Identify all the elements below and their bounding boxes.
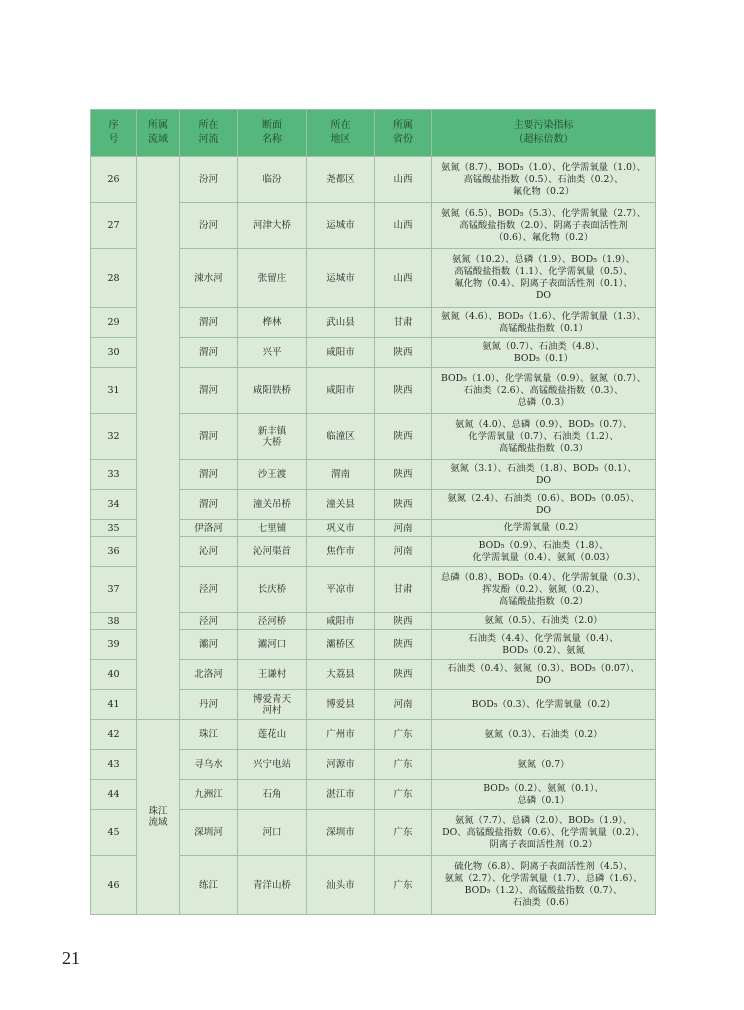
cell-pollutants-text: 氨氮（6.5）、BOD₅（5.3）、化学需氧量（2.7）、 高锰酸盐指数（2.0）、阴离子表面活性剂 （0.6）、氟化物（0.2） (441, 207, 646, 243)
cell-river-text: 北洛河 (194, 669, 223, 680)
cell-river (180, 750, 238, 780)
cell-province-text: 河南 (393, 699, 413, 710)
cell-no-text: 45 (107, 827, 120, 838)
cell-no-text: 43 (107, 759, 120, 770)
cell-section (238, 338, 307, 368)
cell-section-text: 青洋山桥 (252, 879, 291, 891)
cell-river (180, 157, 238, 203)
cell-river (180, 720, 238, 750)
cell-river-text: 渭河 (198, 469, 218, 480)
cell-river-text: 渭河 (198, 499, 218, 510)
cell-area-text: 渭南 (330, 469, 350, 480)
cell-section (238, 567, 307, 613)
cell-area (307, 308, 375, 338)
cell-province-text: 山西 (393, 220, 413, 231)
page-number: 21 (62, 948, 80, 968)
cell-no (91, 780, 137, 810)
cell-area (307, 780, 375, 810)
cell-pollutants (432, 630, 656, 660)
cell-pollutants (432, 690, 656, 720)
cell-no-text: 37 (107, 584, 120, 595)
cell-section-text: 兴平 (262, 347, 282, 358)
cell-area-text: 巩义市 (326, 522, 355, 534)
cell-area-text: 湛江市 (326, 789, 355, 800)
cell-pollutants (432, 750, 656, 780)
cell-river (180, 460, 238, 490)
cell-river-text: 泾河 (198, 615, 218, 627)
cell-basin-text: 珠江 流域 (148, 806, 168, 828)
cell-area (307, 338, 375, 368)
cell-area-text: 深圳市 (326, 827, 355, 838)
cell-area (307, 750, 375, 780)
cell-pollutants (432, 157, 656, 203)
cell-river (180, 613, 238, 630)
cell-province (375, 368, 432, 414)
cell-no-text: 39 (107, 639, 120, 650)
cell-area (307, 460, 375, 490)
cell-no (91, 810, 137, 856)
cell-pollutants (432, 520, 656, 537)
cell-river (180, 810, 238, 856)
cell-area (307, 520, 375, 537)
cell-section (238, 249, 307, 308)
cell-no (91, 157, 137, 203)
cell-river-text: 练江 (198, 879, 218, 891)
cell-pollutants-text: 石油类（0.4）、氨氮（0.3）、BOD₅（0.07）、 DO (447, 662, 640, 686)
cell-pollutants (432, 567, 656, 613)
cell-area (307, 613, 375, 630)
cell-pollutants (432, 460, 656, 490)
cell-area (307, 490, 375, 520)
cell-no-text: 28 (107, 272, 120, 284)
cell-no-text: 38 (107, 615, 120, 627)
cell-area (307, 856, 375, 915)
cell-section (238, 660, 307, 690)
cell-area-text: 武山县 (326, 317, 355, 328)
cell-pollutants-text: BOD₅（0.2）、氨氮（0.1）、 总磷（0.1） (483, 782, 604, 806)
cell-province-text: 甘肃 (393, 317, 413, 328)
cell-province (375, 660, 432, 690)
cell-section-text: 七里铺 (257, 522, 287, 534)
header-river: 所在 河流 (180, 110, 238, 157)
header-section: 断面 名称 (238, 110, 307, 157)
cell-no (91, 203, 137, 249)
cell-river-text: 汾河 (198, 174, 218, 185)
cell-no (91, 308, 137, 338)
cell-province-text: 山西 (393, 272, 413, 284)
cell-pollutants-text: 化学需氧量（0.2） (503, 522, 584, 533)
cell-area (307, 567, 375, 613)
cell-river (180, 490, 238, 520)
cell-area (307, 368, 375, 414)
cell-province-text: 陕西 (393, 347, 413, 358)
cell-province (375, 810, 432, 856)
cell-area (307, 203, 375, 249)
header-basin: 所属 流域 (137, 110, 180, 157)
cell-section (238, 157, 307, 203)
cell-river-text: 深圳河 (194, 827, 223, 838)
cell-no-text: 31 (107, 385, 120, 396)
cell-area (307, 660, 375, 690)
cell-no-text: 46 (107, 879, 120, 891)
cell-no (91, 856, 137, 915)
cell-area-text: 临潼区 (326, 431, 355, 442)
header-area: 所在 地区 (307, 110, 375, 157)
header-no: 序 号 (91, 110, 137, 157)
cell-province (375, 338, 432, 368)
cell-river-text: 渭河 (198, 385, 218, 396)
cell-no (91, 414, 137, 460)
cell-section (238, 520, 307, 537)
cell-pollutants-text: BOD₅（0.3）、化学需氧量（0.2） (471, 698, 616, 710)
cell-province-text: 陕西 (393, 469, 413, 480)
cell-section (238, 490, 307, 520)
cell-province-text: 陕西 (393, 615, 413, 627)
cell-pollutants-text: 硫化物（6.8）、阴离子表面活性剂（4.5）、 氨氮（2.7）、化学需氧量（1.7）、总磷（1.6）、 BOD₅（1.2）、高锰酸盐指数（0.7）、 石油类（0.6） (444, 861, 643, 908)
cell-river (180, 690, 238, 720)
cell-area-text: 咸阳市 (326, 615, 355, 627)
cell-area (307, 630, 375, 660)
cell-river (180, 368, 238, 414)
table-row (91, 720, 656, 750)
cell-province-text: 广东 (393, 759, 413, 770)
cell-province-text: 河南 (393, 522, 413, 534)
cell-section-text: 桦林 (262, 317, 282, 328)
cell-no (91, 338, 137, 368)
cell-area (307, 537, 375, 567)
cell-no-text: 36 (107, 546, 120, 557)
cell-no-text: 27 (107, 220, 120, 231)
cell-no-text: 34 (107, 499, 120, 510)
cell-area (307, 249, 375, 308)
cell-province (375, 720, 432, 750)
cell-section-text: 河口 (262, 827, 282, 838)
cell-section (238, 460, 307, 490)
cell-area-text: 焦作市 (326, 546, 355, 557)
cell-pollutants (432, 308, 656, 338)
cell-basin (137, 720, 180, 915)
cell-province-text: 山西 (393, 174, 413, 185)
cell-province (375, 537, 432, 567)
cell-province (375, 630, 432, 660)
cell-basin (137, 157, 180, 720)
cell-pollutants-text: 氨氮（4.6）、BOD₅（1.6）、化学需氧量（1.3）、 高锰酸盐指数（0.1） (441, 310, 646, 334)
cell-river-text: 涑水河 (194, 272, 223, 284)
cell-pollutants-text: 氨氮（0.5）、石油类（2.0） (484, 615, 603, 626)
header-province: 所属 省份 (375, 110, 432, 157)
cell-area-text: 灞桥区 (326, 639, 355, 650)
cell-no-text: 30 (107, 347, 120, 358)
cell-area-text: 咸阳市 (326, 385, 355, 396)
cell-pollutants-text: 氨氮（3.1）、石油类（1.8）、BOD₅（0.1）、 DO (450, 462, 637, 486)
cell-area (307, 690, 375, 720)
cell-no (91, 460, 137, 490)
cell-area-text: 博爱县 (326, 699, 355, 710)
table-row (91, 157, 656, 203)
cell-section (238, 856, 307, 915)
cell-river-text: 寻乌水 (194, 759, 223, 770)
cell-area (307, 720, 375, 750)
cell-no-text: 32 (107, 431, 120, 442)
cell-province-text: 河南 (393, 546, 413, 557)
cell-province-text: 广东 (393, 827, 413, 838)
cell-area (307, 157, 375, 203)
cell-section-text: 博爱青天 河村 (252, 693, 291, 716)
cell-river-text: 灞河 (198, 639, 218, 650)
cell-pollutants-text: 氨氮（0.3）、石油类（0.2） (484, 728, 603, 740)
cell-river-text: 伊洛河 (194, 522, 223, 534)
pollution-table (90, 109, 656, 915)
cell-river (180, 520, 238, 537)
cell-province (375, 856, 432, 915)
cell-pollutants (432, 338, 656, 368)
cell-river (180, 660, 238, 690)
cell-province (375, 414, 432, 460)
cell-pollutants-text: 氨氮（4.0）、总磷（0.9）、BOD₅（0.7）、 化学需氧量（0.7）、石油类（1.2）、 高锰酸盐指数（0.3） (454, 418, 633, 454)
cell-pollutants (432, 810, 656, 856)
cell-province (375, 308, 432, 338)
cell-section (238, 690, 307, 720)
cell-pollutants-text: 总磷（0.8）、BOD₅（0.4）、化学需氧量（0.3）、 挥发酚（0.2）、氨氮（0.2）、 高锰酸盐指数（0.2） (441, 571, 646, 607)
cell-river-text: 珠江 (198, 729, 218, 740)
cell-section-text: 潼关吊桥 (252, 499, 291, 510)
cell-area (307, 414, 375, 460)
cell-river-text: 丹河 (198, 699, 218, 710)
cell-province-text: 陕西 (393, 499, 413, 510)
table-header-row (91, 110, 656, 157)
cell-no (91, 490, 137, 520)
cell-river-text: 渭河 (198, 317, 218, 328)
cell-section-text: 兴宁电站 (252, 759, 291, 770)
cell-section-text: 新丰镇 大桥 (257, 425, 287, 448)
cell-section (238, 537, 307, 567)
header-pollutants: 主要污染指标 （超标倍数） (432, 110, 656, 157)
cell-section-text: 石角 (262, 789, 282, 800)
cell-area-text: 汕头市 (326, 879, 355, 891)
cell-pollutants-text: 氨氮（0.7） (517, 758, 570, 770)
cell-area-text: 河源市 (326, 759, 355, 770)
cell-province (375, 690, 432, 720)
cell-section-text: 莲花山 (257, 729, 287, 740)
cell-river (180, 414, 238, 460)
cell-province-text: 陕西 (393, 669, 413, 680)
cell-section (238, 203, 307, 249)
cell-river (180, 537, 238, 567)
cell-no (91, 720, 137, 750)
cell-province-text: 陕西 (393, 431, 413, 442)
cell-area-text: 运城市 (326, 272, 355, 284)
cell-pollutants (432, 490, 656, 520)
cell-section-text: 灞河口 (257, 639, 287, 650)
cell-province (375, 613, 432, 630)
cell-no-text: 41 (107, 699, 120, 710)
cell-no-text: 29 (107, 317, 120, 328)
cell-pollutants (432, 720, 656, 750)
cell-river (180, 780, 238, 810)
cell-province-text: 陕西 (393, 639, 413, 650)
cell-section (238, 810, 307, 856)
cell-pollutants (432, 537, 656, 567)
cell-no-text: 40 (107, 669, 120, 680)
cell-river-text: 渭河 (198, 431, 218, 442)
cell-river (180, 630, 238, 660)
cell-river-text: 九洲江 (194, 789, 223, 800)
cell-no (91, 368, 137, 414)
cell-no (91, 613, 137, 630)
cell-no (91, 750, 137, 780)
cell-pollutants (432, 613, 656, 630)
cell-province (375, 780, 432, 810)
cell-area-text: 平凉市 (326, 584, 355, 595)
cell-area-text: 大荔县 (326, 669, 355, 680)
cell-section-text: 泾河桥 (257, 615, 287, 627)
cell-province (375, 490, 432, 520)
cell-pollutants-text: BOD₅（0.9）、石油类（1.8）、 化学需氧量（0.4）、氨氮（0.03） (472, 539, 615, 563)
cell-province (375, 567, 432, 613)
cell-section (238, 414, 307, 460)
cell-section-text: 长庆桥 (257, 584, 287, 595)
cell-section-text: 张留庄 (257, 272, 287, 284)
cell-no-text: 44 (107, 789, 120, 800)
cell-province (375, 750, 432, 780)
cell-no (91, 567, 137, 613)
cell-province (375, 520, 432, 537)
cell-pollutants (432, 780, 656, 810)
cell-pollutants (432, 660, 656, 690)
cell-province-text: 广东 (393, 879, 413, 891)
cell-province (375, 460, 432, 490)
cell-province-text: 广东 (393, 789, 413, 800)
cell-section-text: 临汾 (262, 174, 282, 185)
cell-section (238, 368, 307, 414)
cell-pollutants (432, 414, 656, 460)
cell-river (180, 249, 238, 308)
cell-river-text: 渭河 (198, 347, 218, 358)
cell-pollutants-text: BOD₅（1.0）、化学需氧量（0.9）、氨氮（0.7）、 石油类（2.6）、高锰酸盐指数（0.3）、 总磷（0.3） (441, 372, 646, 408)
cell-section (238, 720, 307, 750)
cell-no (91, 520, 137, 537)
cell-section (238, 630, 307, 660)
cell-section-text: 王谦村 (257, 669, 287, 680)
cell-section-text: 河津大桥 (252, 220, 291, 231)
cell-area-text: 咸阳市 (326, 347, 355, 358)
cell-pollutants (432, 203, 656, 249)
cell-section (238, 780, 307, 810)
cell-area-text: 运城市 (326, 220, 355, 231)
cell-river (180, 567, 238, 613)
cell-pollutants-text: 氨氮（0.7）、石油类（4.8）、 BOD₅（0.1） (482, 340, 605, 364)
cell-area-text: 广州市 (326, 729, 355, 740)
cell-area-text: 潼关县 (326, 499, 355, 510)
cell-no (91, 690, 137, 720)
cell-no (91, 630, 137, 660)
cell-river-text: 泾河 (198, 584, 218, 595)
cell-pollutants-text: 氨氮（7.7）、总磷（2.0）、BOD₅（1.9）、 DO、高锰酸盐指数（0.6）、化学需氧量（0.2）、 阴离子表面活性剂（0.2） (442, 814, 645, 850)
cell-province-text: 广东 (393, 729, 413, 740)
cell-no-text: 33 (107, 469, 120, 480)
cell-province (375, 157, 432, 203)
cell-province (375, 203, 432, 249)
cell-pollutants (432, 368, 656, 414)
cell-section-text: 咸阳铁桥 (252, 385, 291, 396)
cell-area-text: 尧都区 (326, 174, 355, 185)
cell-river-text: 沁河 (198, 546, 218, 557)
cell-pollutants-text: 石油类（4.4）、化学需氧量（0.4）、 BOD₅（0.2）、氨氮 (468, 632, 619, 656)
cell-no (91, 249, 137, 308)
cell-province (375, 249, 432, 308)
cell-province-text: 甘肃 (393, 584, 413, 595)
cell-no-text: 42 (107, 729, 120, 740)
cell-section (238, 308, 307, 338)
cell-pollutants-text: 氨氮（2.4）、石油类（0.6）、BOD₅（0.05）、 DO (447, 492, 640, 516)
cell-area (307, 810, 375, 856)
cell-section (238, 613, 307, 630)
cell-pollutants (432, 249, 656, 308)
cell-river (180, 203, 238, 249)
cell-section-text: 沙王渡 (257, 469, 287, 480)
cell-no-text: 26 (107, 174, 120, 185)
cell-no (91, 660, 137, 690)
cell-no (91, 537, 137, 567)
cell-section-text: 沁河渠首 (252, 546, 291, 557)
cell-province-text: 陕西 (393, 385, 413, 396)
cell-river-text: 汾河 (198, 220, 218, 231)
cell-no-text: 35 (107, 522, 120, 534)
cell-river (180, 856, 238, 915)
cell-section (238, 750, 307, 780)
cell-river (180, 308, 238, 338)
cell-river (180, 338, 238, 368)
cell-pollutants-text: 氨氮（8.7）、BOD₅（1.0）、化学需氧量（1.0）、 高锰酸盐指数（0.5）、石油类（0.2）、 氟化物（0.2） (441, 161, 646, 197)
cell-pollutants (432, 856, 656, 915)
cell-pollutants-text: 氨氮（10.2）、总磷（1.9）、BOD₅（1.9）、 高锰酸盐指数（1.1）、化学需氧量（0.5）、 氟化物（0.4）、阴离子表面活性剂（0.1）、 DO (452, 254, 635, 301)
